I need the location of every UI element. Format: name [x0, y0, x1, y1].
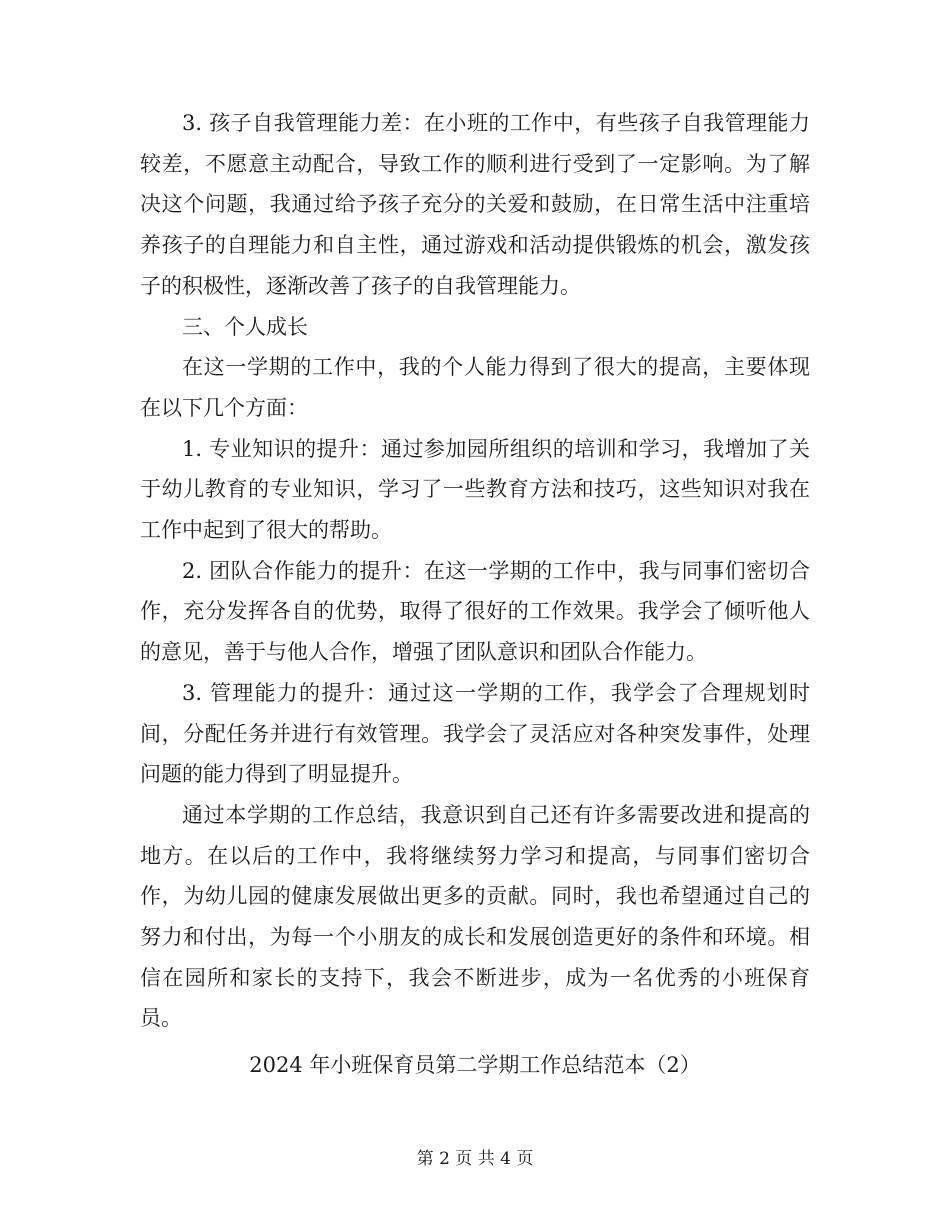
- paragraph-conclusion: 通过本学期的工作总结，我意识到自己还有许多需要改进和提高的地方。在以后的工作中，我将继续努力学习和提高，与同事们密切合作，为幼儿园的健康发展做出更多的贡献。同时，我也希望通过自己的努力和付出，为每一个小朋友的成长和发展创造更好的条件和环境。相信在园所和家长的支持下，我会不断进步，成为一名优秀的小班保育员。: [140, 802, 810, 1031]
- page-number-footer: 第 2 页 共 4 页: [416, 1149, 534, 1169]
- paragraph-management: 3. 管理能力的提升：通过这一学期的工作，我学会了合理规划时间，分配任务并进行有效管理。我学会了灵活应对各种突发事件，处理问题的能力得到了明显提升。: [140, 680, 810, 787]
- document-body: [140, 103, 810, 1085]
- section-heading-personal-growth: 三、个人成长: [182, 314, 308, 339]
- paragraph-professional-knowledge: 1. 专业知识的提升：通过参加园所组织的培训和学习，我增加了关于幼儿教育的专业知识，学习了一些教育方法和技巧，这些知识对我在工作中起到了很大的帮助。: [140, 436, 810, 543]
- paragraph-growth-intro: 在这一学期的工作中，我的个人能力得到了很大的提高，主要体现在以下几个方面：: [140, 355, 810, 420]
- document-section-title: 2024 年小班保育员第二学期工作总结范本（2）: [249, 1053, 701, 1078]
- paragraph-teamwork: 2. 团队合作能力的提升：在这一学期的工作中，我与同事们密切合作，充分发挥各自的优势，取得了很好的工作效果。我学会了倾听他人的意见，善于与他人合作，增强了团队意识和团队合作能力。: [140, 558, 810, 665]
- paragraph-self-management: 3. 孩子自我管理能力差：在小班的工作中，有些孩子自我管理能力较差，不愿意主动配合，导致工作的顺利进行受到了一定影响。为了解决这个问题，我通过给予孩子充分的关爱和鼓励，在日常生活中注重培养孩子的自理能力和自主性，通过游戏和活动提供锻炼的机会，激发孩子的积极性，逐渐改善了孩子的自我管理能力。: [140, 111, 810, 298]
